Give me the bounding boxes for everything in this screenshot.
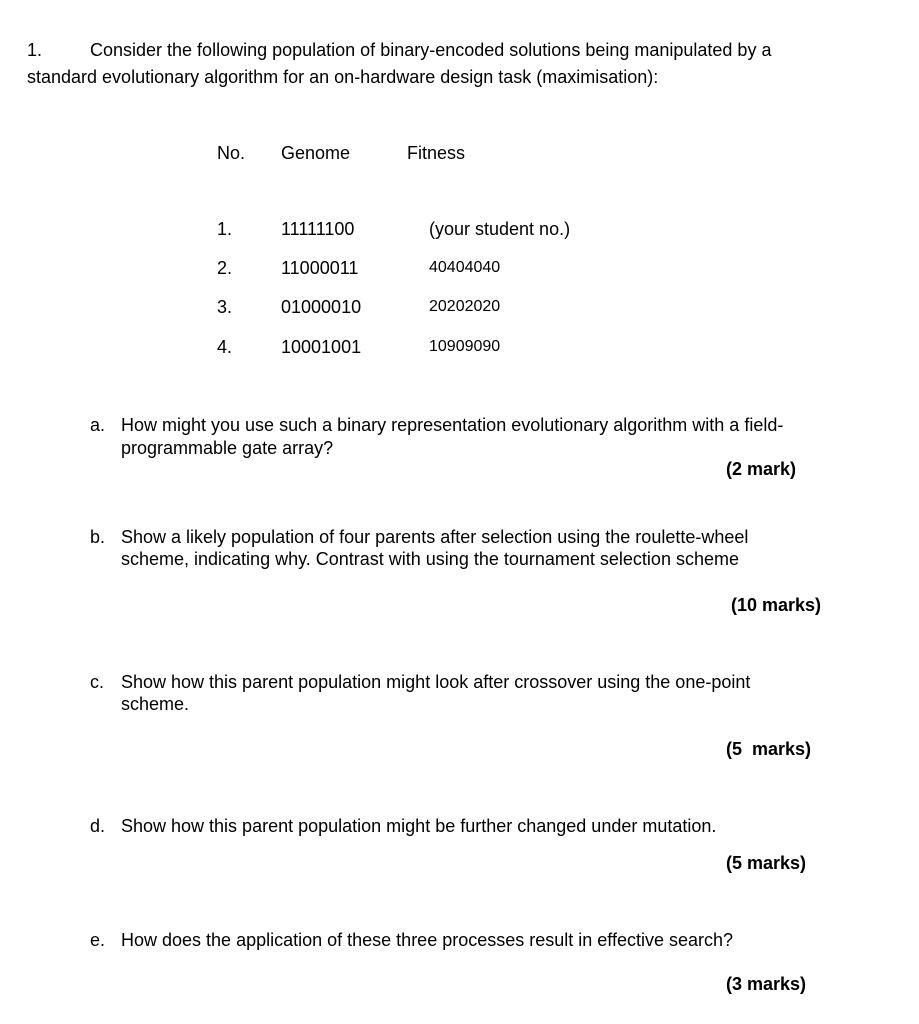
row-genome: 10001001 [281, 337, 362, 357]
part-label: d. [90, 816, 106, 836]
part-marks: (5 marks) [726, 853, 807, 873]
row-no: 3. [217, 297, 233, 317]
part-label: c. [90, 672, 105, 692]
part-text-line1: How does the application of these three processes result in effective search? [121, 930, 734, 950]
part-marks: (10 marks) [731, 595, 822, 615]
part-label: b. [90, 527, 106, 547]
row-genome: 11111100 [281, 219, 355, 239]
row-no: 4. [217, 337, 233, 357]
part-text-line1: Show a likely population of four parents after selection using the roulette-wheel [121, 527, 749, 547]
part-text-line1: Show how this parent population might look after crossover using the one-point [121, 672, 751, 692]
part-label: e. [90, 930, 106, 950]
row-no: 1. [217, 219, 233, 239]
row-no: 2. [217, 258, 233, 278]
header-fitness: Fitness [407, 143, 466, 163]
part-text-line2: programmable gate array? [121, 438, 334, 458]
part-marks: (5 marks) [726, 739, 812, 759]
part-marks: (3 marks) [726, 974, 807, 994]
header-genome: Genome [281, 143, 351, 163]
part-label: a. [90, 415, 106, 435]
row-fitness: (your student no.) [429, 219, 571, 239]
question-intro-line2: standard evolutionary algorithm for an on-hardware design task (maximisation): [27, 67, 659, 87]
row-genome: 11000011 [281, 258, 359, 278]
row-fitness: 10909090 [429, 338, 501, 355]
row-fitness: 40404040 [429, 259, 501, 276]
part-text-line1: Show how this parent population might be further changed under mutation. [121, 816, 717, 836]
part-text-line2: scheme. [121, 694, 190, 714]
question-intro-line1: Consider the following population of binary-encoded solutions being manipulated by a [90, 40, 772, 60]
part-text-line2: scheme, indicating why. Contrast with using the tournament selection scheme [121, 549, 739, 569]
part-text-line1: How might you use such a binary representation evolutionary algorithm with a field- [121, 415, 784, 435]
header-no: No. [217, 143, 246, 163]
row-genome: 01000010 [281, 297, 362, 317]
question-number: 1. [27, 40, 43, 60]
part-marks: (2 mark) [726, 459, 797, 479]
row-fitness: 20202020 [429, 298, 501, 315]
